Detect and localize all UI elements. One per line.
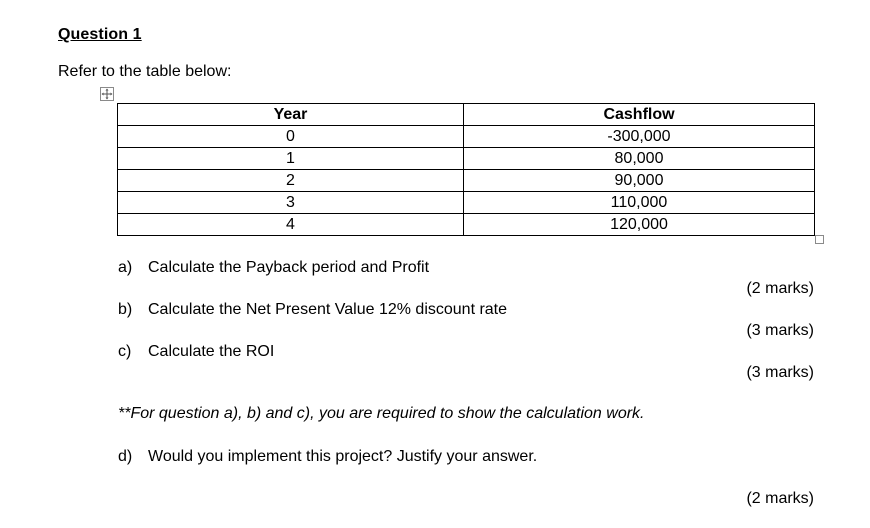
year-cell: 0 [118, 126, 464, 148]
year-cell: 3 [118, 192, 464, 214]
move-arrows-icon[interactable] [100, 87, 114, 101]
table-header-row [118, 104, 815, 126]
question-d-marks: (2 marks) [746, 490, 814, 507]
intro-text: Refer to the table below: [58, 63, 232, 80]
table-row [118, 148, 815, 170]
year-cell: 4 [118, 214, 464, 236]
table-row [118, 214, 815, 236]
cashflow-cell: -300,000 [464, 126, 815, 148]
question-b-label: b) [118, 301, 133, 318]
year-cell: 1 [118, 148, 464, 170]
question-heading: Question 1 [58, 26, 142, 43]
header-cashflow: Cashflow [464, 104, 815, 126]
cashflow-cell: 90,000 [464, 170, 815, 192]
question-b-marks: (3 marks) [746, 322, 814, 339]
cashflow-cell: 80,000 [464, 148, 815, 170]
question-b-text: Calculate the Net Present Value 12% discount rate [148, 301, 508, 318]
cashflow-cell: 110,000 [464, 192, 815, 214]
question-a-label: a) [118, 259, 133, 276]
header-year: Year [118, 104, 464, 126]
table-row [118, 170, 815, 192]
question-c-text: Calculate the ROI [148, 343, 275, 360]
cashflow-cell: 120,000 [464, 214, 815, 236]
question-c-label: c) [118, 343, 132, 360]
cashflow-table [117, 103, 815, 236]
resize-square-icon[interactable] [815, 235, 824, 244]
question-c [118, 343, 274, 361]
question-d-label: d) [118, 448, 133, 465]
question-a-text: Calculate the Payback period and Profit [148, 259, 430, 276]
question-d [118, 448, 537, 466]
table-row [118, 192, 815, 214]
question-c-marks: (3 marks) [746, 364, 814, 381]
table-row [118, 126, 815, 148]
question-a [118, 259, 429, 277]
question-a-marks: (2 marks) [746, 280, 814, 297]
question-b [118, 301, 507, 319]
question-d-text: Would you implement this project? Justify your answer. [148, 448, 538, 465]
year-cell: 2 [118, 170, 464, 192]
calculation-note: **For question a), b) and c), you are required to show the calculation work. [118, 405, 645, 422]
